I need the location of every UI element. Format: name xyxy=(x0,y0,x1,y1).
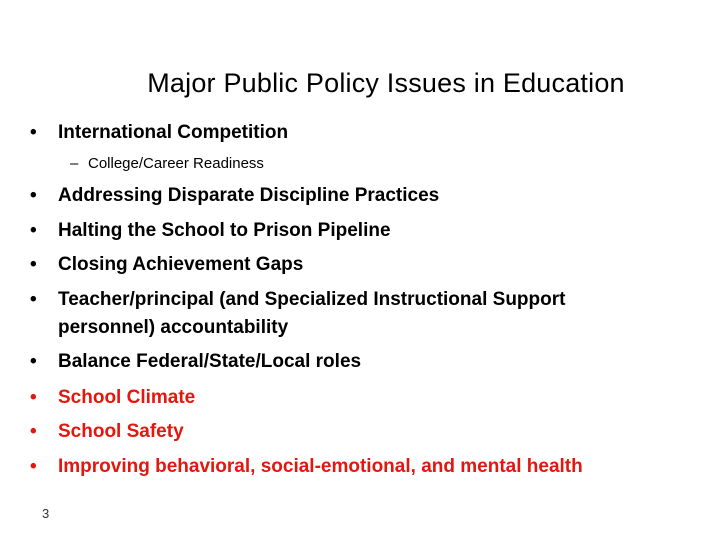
bullet-text: Closing Achievement Gaps xyxy=(58,254,304,275)
bullet-text: Improving behavioral, social-emotional, and mental health xyxy=(58,456,583,477)
bullet-icon: • xyxy=(30,185,37,206)
page-number: 3 xyxy=(42,506,50,521)
bullet-text: Halting the School to Prison Pipeline xyxy=(58,220,391,241)
bullet-icon: • xyxy=(30,220,37,241)
bullet-text: School Climate xyxy=(58,387,196,408)
bullet-icon: • xyxy=(30,351,37,372)
bullet-icon: • xyxy=(30,421,37,442)
bullet-text-continuation: personnel) accountability xyxy=(58,317,289,338)
sub-text: College/Career Readiness xyxy=(88,155,264,172)
dash-icon: – xyxy=(70,155,79,172)
bullet-icon: • xyxy=(30,122,37,143)
bullet-text: Addressing Disparate Discipline Practices xyxy=(58,185,440,206)
bullet-text: School Safety xyxy=(58,421,184,442)
bullet-icon: • xyxy=(30,456,37,477)
bullet-icon: • xyxy=(30,289,37,310)
bullet-text: International Competition xyxy=(58,122,289,143)
slide-title: Major Public Policy Issues in Education xyxy=(147,68,625,98)
bullet-icon: • xyxy=(30,254,37,275)
bullet-icon: • xyxy=(30,387,37,408)
bullet-text: Balance Federal/State/Local roles xyxy=(58,351,362,372)
bullet-text: Teacher/principal (and Specialized Instructional Support xyxy=(58,289,566,310)
